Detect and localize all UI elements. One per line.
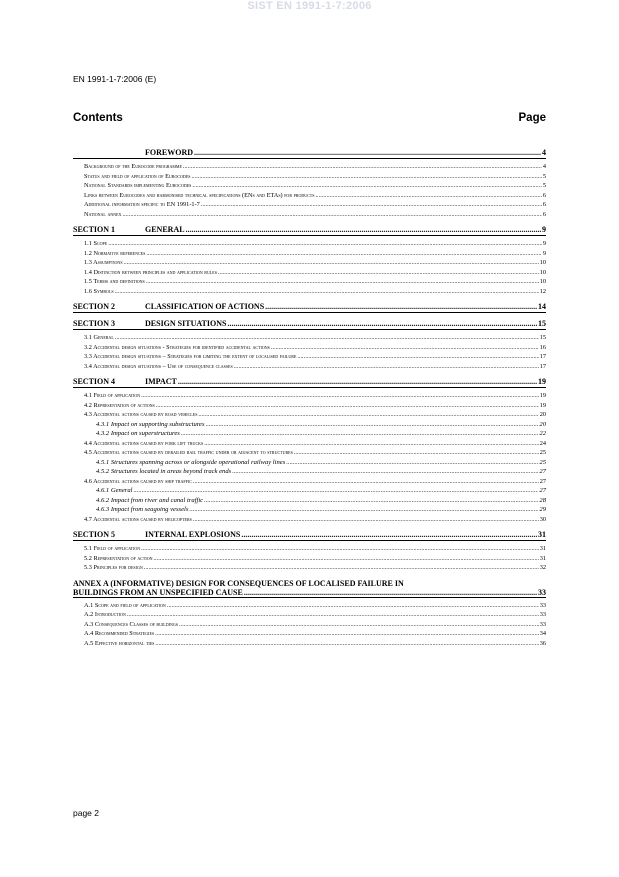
toc-subentry[interactable] [73,429,546,439]
dot-leader [265,302,537,311]
toc-entry[interactable] [73,439,546,449]
toc-entry[interactable] [73,258,546,268]
toc-entry-page: 33 [538,587,546,597]
toc-entry[interactable] [73,601,546,611]
toc-entry-title: 4.5.1 Structures spanning across or alongside operational railway lines [96,458,286,466]
toc-entry-title: 3.4 Accidental design situations – Use of consequence classes [84,362,233,370]
toc-entry-title: 3.3 Accidental design situations – Strategies for limiting the extent of localised failure [84,353,297,360]
toc-entry-page: 29 [539,506,546,513]
toc-entry-title: National Standards implementing Eurocodes [84,182,192,189]
dot-leader [127,610,539,620]
dot-leader [201,200,542,210]
toc-entry-title: 4.6.3 Impact from seagoing vessels [96,506,189,513]
toc-entry-title: 1.2 Normative references [84,249,146,257]
toc-entry-title: 4.4 Accidental actions caused by fork lift trucks [84,439,204,447]
toc-entry[interactable] [73,210,546,220]
dot-leader [244,588,537,597]
toc-section-heading[interactable] [73,377,546,388]
dot-leader [133,486,538,496]
toc-entry[interactable] [73,563,546,573]
toc-entry-page: 6 [542,210,546,218]
dot-leader [194,148,541,157]
toc-entry-title: IMPACT [145,377,177,386]
toc-entry-title: Background of the Eurocode programme [84,163,182,170]
toc-section-heading[interactable] [73,319,546,330]
toc-entry-title: 1.1 Scope [84,240,108,247]
toc-entry-page: 33 [539,620,546,628]
toc-entry-page: 9 [542,225,546,234]
toc-entry-page: 5 [542,172,546,180]
toc-entry-page: 31 [538,530,546,539]
dot-leader [191,172,541,182]
toc-entry-title: A.3 Consequences Classes of buildings [84,620,178,628]
toc-section-number: SECTION 2 [73,302,116,311]
dot-leader [193,515,539,525]
toc-entry-title: BUILDINGS FROM AN UNSPECIFIED CAUSE [73,587,243,597]
dot-leader [115,287,539,297]
toc-entry-page: 10 [539,259,546,266]
toc-entry-title: 4.6.1 General [96,487,133,494]
dot-leader [141,391,539,401]
toc-subentry[interactable] [73,467,546,477]
dot-leader [183,162,542,172]
toc-entry-page: 15 [539,334,546,341]
toc-entry-page: 25 [539,458,546,466]
toc-entry-page: 12 [539,287,546,295]
document-reference: EN 1991-1-7:2006 (E) [73,74,157,84]
toc-entry-title: 3.2 Accidental design situations - Strategies for identified accidental actions [84,343,270,351]
dot-leader [232,467,538,477]
dot-leader [167,601,539,611]
toc-section-number: SECTION 5 [73,530,116,539]
toc-entry[interactable] [73,181,546,191]
toc-subentry[interactable] [73,458,546,468]
toc-entry-page: 19 [539,392,546,399]
dot-leader [124,258,539,268]
toc-entry-page: 4 [542,148,546,157]
toc-entry-title: 5.3 Principles for design [84,564,143,571]
toc-entry-page: 24 [539,439,546,447]
toc-entry-title-line1: ANNEX A (INFORMATIVE) DESIGN FOR CONSEQUENCES OF LOCALISED FAILURE IN [73,578,404,588]
toc-entry-page: 9 [542,249,546,257]
toc-entry-page: 32 [539,564,546,571]
toc-entry-page: 34 [539,630,546,637]
toc-entry-page: 25 [539,449,546,456]
toc-entry[interactable] [73,172,546,182]
dot-leader [192,181,541,191]
toc-entry-page: 17 [539,353,546,360]
toc-entry[interactable] [73,352,546,362]
toc-entry[interactable] [73,410,546,420]
toc-entry-title: A.2 Introduction [84,611,126,618]
toc-entry-page: 4 [542,163,546,170]
dot-leader [286,458,538,468]
dot-leader [122,210,541,220]
toc-entry-title: DESIGN SITUATIONS [145,319,227,328]
toc-entry-title: A.1 Scope and field of application [84,601,166,609]
toc-entry-page: 31 [539,545,546,552]
toc-entry-page: 10 [539,268,546,276]
toc-entry-page: 20 [539,420,546,428]
toc-entry-page: 17 [539,362,546,370]
toc-entry-title: 3.1 General [84,334,114,341]
dot-leader [198,410,538,420]
toc-subentry[interactable] [73,496,546,506]
toc-entry-title: 4.6 Accidental actions caused by ship traffic [84,477,192,485]
toc-entry-page: 33 [539,611,546,618]
toc-section-heading[interactable] [73,225,546,236]
toc-entry-title: A.4 Recommended Strategies [84,630,155,637]
toc-entry-page: 27 [539,468,546,475]
toc-entry-title: 4.3.1 Impact on supporting substructures [96,420,205,428]
toc-entry-title: 1.3 Assumptions [84,259,123,266]
dot-leader [108,239,542,249]
toc-entry-page: 19 [539,401,546,409]
toc-section-number: SECTION 4 [73,377,116,386]
toc-section-number: SECTION 1 [73,225,116,234]
dot-leader [227,319,537,328]
toc-entry-title: 4.1 Field of application [84,392,141,399]
dot-leader [204,496,538,506]
watermark-text: SIST EN 1991-1-7:2006 [247,0,372,12]
toc-entry-page: 9 [542,240,546,247]
dot-leader [294,448,539,458]
toc-entry-title: A.5 Effective horizontal ties [84,639,155,647]
dot-leader [115,333,539,343]
toc-section-heading[interactable] [73,530,546,541]
toc-entry-page: 10 [539,278,546,285]
toc-entry-page: 36 [539,639,546,647]
toc-entry-title: 1.5 Terms and definitions [84,278,145,285]
toc-entry[interactable] [73,343,546,353]
toc-entry-title: National annex [84,210,122,218]
toc-entry-title: 4.5.2 Structures located in areas beyond track ends [96,468,232,475]
toc-entry-page: 30 [539,515,546,523]
page-footer: page 2 [73,808,99,818]
contents-heading [73,112,546,124]
dot-leader [141,544,539,554]
toc-entry[interactable] [73,277,546,287]
toc-entry-title: FOREWORD [145,148,193,157]
toc-entry-page: 20 [539,411,546,418]
dot-leader [218,268,539,278]
dot-leader [206,420,539,430]
dot-leader [155,629,539,639]
dot-leader [153,554,538,564]
toc-entry-page: 16 [539,343,546,351]
page-column-label: Page [518,112,546,124]
toc-section-heading[interactable] [73,302,546,313]
dot-leader [271,343,539,353]
toc-entry-page: 31 [539,554,546,562]
toc-entry-title: 4.7 Accidental actions caused by helicopters [84,515,192,523]
toc-entry[interactable] [73,249,546,259]
contents-title: Contents [73,112,123,124]
dot-leader [189,505,538,515]
table-of-contents [73,142,546,648]
dot-leader [144,563,539,573]
toc-entry[interactable] [73,362,546,372]
toc-entry[interactable] [73,610,546,620]
toc-entry[interactable] [73,620,546,630]
toc-entry[interactable] [73,629,546,639]
toc-annex-heading[interactable] [73,579,546,598]
toc-entry[interactable] [73,200,546,210]
toc-entry-title: Status and field of application of Eurocodes [84,172,191,180]
dot-leader [234,362,539,372]
toc-entry-title: GENERAL [145,225,185,234]
dot-leader [146,249,541,259]
toc-entry-title: 4.5 Accidental actions caused by derailed rail traffic under or adjacent to structures [84,449,293,456]
toc-entry[interactable] [73,162,546,172]
toc-entry-page: 27 [539,487,546,494]
dot-leader [297,352,538,362]
toc-entry[interactable] [73,639,546,649]
toc-entry[interactable] [73,191,546,201]
toc-entry-page: 19 [538,377,546,386]
toc-entry-title: 4.3 Accidental actions caused by road vehicles [84,411,198,418]
toc-entry-page: 27 [539,477,546,485]
toc-entry-page: 15 [538,319,546,328]
toc-entry-page: 6 [542,191,546,199]
toc-entry[interactable] [73,391,546,401]
toc-entry[interactable] [73,287,546,297]
toc-entry-title: 4.3.2 Impact on superstructures [96,430,180,437]
toc-entry[interactable] [73,515,546,525]
toc-entry-page: 6 [542,201,546,208]
dot-leader [241,530,537,539]
toc-section-heading[interactable] [73,148,546,159]
dot-leader [178,377,537,386]
dot-leader [146,277,539,287]
toc-entry-title: Links between Eurocodes and harmonised technical specifications (ENs and ETAs) for products [84,191,315,199]
toc-entry-title: 1.4 Distinction between principles and application rules [84,268,217,276]
toc-entry[interactable] [73,268,546,278]
toc-entry-title: INTERNAL EXPLOSIONS [145,530,241,539]
dot-leader [155,639,538,649]
dot-leader [204,439,538,449]
toc-entry-title: 5.2 Representation of action [84,554,153,562]
toc-entry-title: 5.1 Field of application [84,545,141,552]
dot-leader [181,429,539,439]
toc-subentry[interactable] [73,505,546,515]
toc-subentry[interactable] [73,420,546,430]
toc-entry[interactable] [73,554,546,564]
toc-entry-title: 4.6.2 Impact from river and canal traffic [96,496,204,504]
toc-entry-title: CLASSIFICATION OF ACTIONS [145,302,265,311]
toc-entry-page: 22 [539,430,546,437]
toc-entry[interactable] [73,333,546,343]
toc-entry[interactable] [73,448,546,458]
toc-subentry[interactable] [73,486,546,496]
toc-entry-title: 1.6 Symbols [84,287,114,295]
toc-entry-page: 28 [539,496,546,504]
toc-entry[interactable] [73,239,546,249]
dot-leader [193,477,539,487]
toc-entry-title: 4.2 Representation of actions [84,401,155,409]
toc-entry-page: 33 [539,601,546,609]
dot-leader [179,620,539,630]
dot-leader [315,191,541,201]
toc-entry-page: 5 [542,182,546,189]
toc-section-number: SECTION 3 [73,319,116,328]
toc-entry-page: 14 [538,302,546,311]
toc-entry-title: Additional information specific to EN 1991-1-7 [84,201,200,208]
toc-entry[interactable] [73,544,546,554]
dot-leader [156,401,539,411]
toc-entry[interactable] [73,401,546,411]
dot-leader [186,225,541,234]
toc-entry[interactable] [73,477,546,487]
